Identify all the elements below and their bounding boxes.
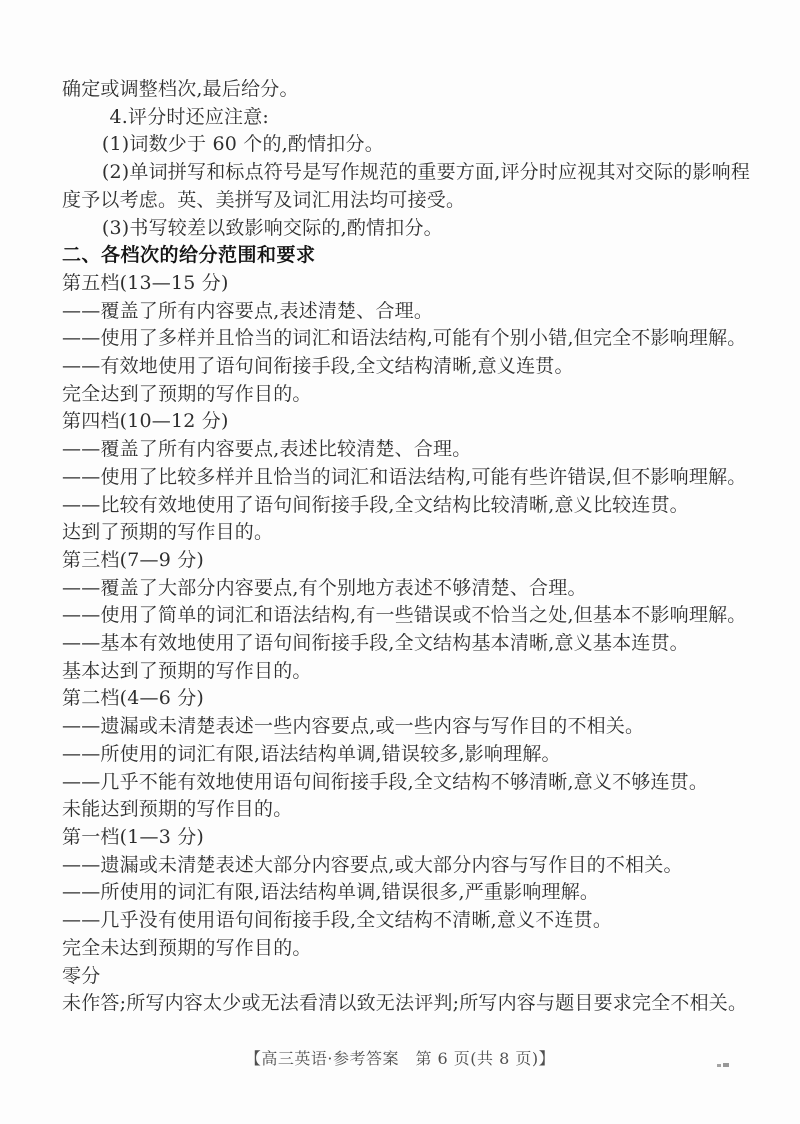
zero-grade-title: 零分 — [62, 964, 101, 987]
tier-block-5 — [62, 270, 768, 409]
tier-title: 第二档(4—6 分) — [62, 687, 205, 710]
scoring-note-heading: 4.评分时还应注意: — [109, 105, 270, 128]
tier-block-4 — [62, 408, 768, 547]
scan-smudge — [717, 1064, 721, 1067]
tier-point: ——比较有效地使用了语句间衔接手段,全文结构比较清晰,意义比较连贯。 — [62, 493, 689, 516]
tier-summary: 完全达到了预期的写作目的。 — [62, 382, 312, 405]
tier-title: 第一档(1—3 分) — [62, 825, 205, 848]
page-footer: 【高三英语·参考答案 第 6 页(共 8 页)】 — [244, 1049, 556, 1068]
scan-smudge — [723, 1063, 729, 1067]
tier-point: ——覆盖了所有内容要点,表述清楚、合理。 — [62, 299, 434, 322]
tier-title: 第五档(13—15 分) — [62, 271, 229, 294]
scoring-note-2: (2)单词拼写和标点符号是写作规范的重要方面,评分时应视其对交际的影响程度予以考虑。英、美拼写及词汇用法均可接受。 — [62, 161, 751, 211]
tier-point: ——覆盖了大部分内容要点,有个别地方表述不够清楚、合理。 — [62, 576, 587, 599]
tier-title: 第三档(7—9 分) — [62, 548, 205, 571]
tier-summary: 达到了预期的写作目的。 — [62, 521, 274, 544]
tier-point: ——几乎没有使用语句间衔接手段,全文结构不清晰,意义不连贯。 — [62, 909, 613, 932]
tier-point: ——所使用的词汇有限,语法结构单调,错误较多,影响理解。 — [62, 742, 561, 765]
tier-block-2 — [62, 685, 768, 824]
section-heading: 二、各档次的给分范围和要求 — [62, 244, 316, 267]
document-body — [62, 76, 768, 1018]
tier-point: ——使用了多样并且恰当的词汇和语法结构,可能有个别小错,但完全不影响理解。 — [62, 327, 747, 350]
intro-continuation-line: 确定或调整档次,最后给分。 — [62, 78, 299, 100]
tier-point: ——覆盖了所有内容要点,表述比较清楚、合理。 — [62, 438, 472, 461]
tier-block-3 — [62, 547, 768, 686]
tier-point: ——所使用的词汇有限,语法结构单调,错误很多,严重影响理解。 — [62, 881, 600, 904]
tier-point: ——使用了比较多样并且恰当的词汇和语法结构,可能有些许错误,但不影响理解。 — [62, 465, 747, 488]
zero-grade-description: 未作答;所写内容太少或无法看清以致无法评判;所写内容与题目要求完全不相关。 — [62, 992, 748, 1015]
tier-summary: 完全未达到预期的写作目的。 — [62, 936, 312, 959]
tier-block-1 — [62, 824, 768, 963]
tier-summary: 未能达到预期的写作目的。 — [62, 798, 293, 821]
tier-summary: 基本达到了预期的写作目的。 — [62, 659, 312, 682]
tier-point: ——遗漏或未清楚表述大部分内容要点,或大部分内容与写作目的不相关。 — [62, 853, 683, 876]
tier-point: ——有效地使用了语句间衔接手段,全文结构清晰,意义连贯。 — [62, 355, 574, 378]
scoring-note-3: (3)书写较差以致影响交际的,酌情扣分。 — [101, 216, 443, 239]
tier-point: ——遗漏或未清楚表述一些内容要点,或一些内容与写作目的不相关。 — [62, 715, 645, 738]
zero-grade-block — [62, 963, 768, 1018]
scoring-note-1: (1)词数少于 60 个的,酌情扣分。 — [101, 133, 384, 156]
tier-point: ——基本有效地使用了语句间衔接手段,全文结构基本清晰,意义基本连贯。 — [62, 632, 689, 655]
tier-point: ——使用了简单的词汇和语法结构,有一些错误或不恰当之处,但基本不影响理解。 — [62, 604, 747, 627]
tier-point: ——几乎不能有效地使用语句间衔接手段,全文结构不够清晰,意义不够连贯。 — [62, 770, 709, 793]
tier-title: 第四档(10—12 分) — [62, 410, 229, 433]
